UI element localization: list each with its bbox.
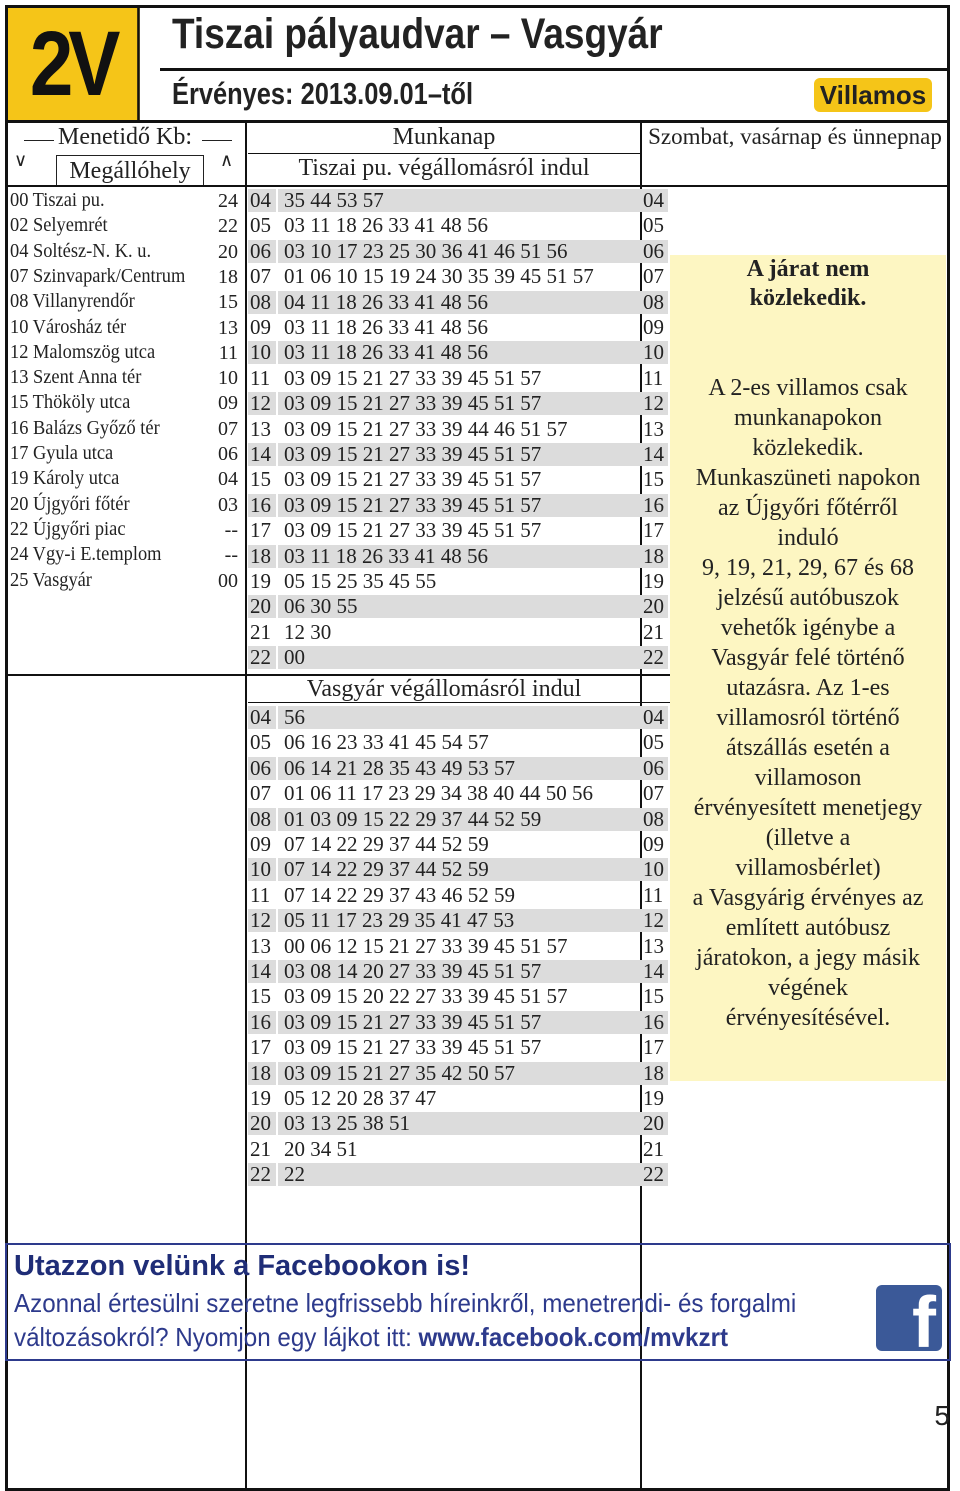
weekend-hour-cell: 04 [641, 189, 668, 212]
stop-name: 19 Károly utca [10, 467, 120, 490]
weekend-hour-cell: 08 [641, 808, 668, 831]
note-line: közlekedik. [752, 435, 864, 461]
weekend-hour-cell: 09 [643, 832, 664, 856]
stop-name: 12 Malomszög utca [10, 340, 156, 363]
minutes-cell: 07 14 22 29 37 44 52 59 [284, 832, 489, 856]
timetable-row [248, 646, 668, 669]
stop-name: 24 Vgy-i E.templom [10, 543, 162, 566]
stop-name: 02 Selyemrét [10, 214, 108, 237]
timetable-row [248, 341, 668, 364]
facebook-link[interactable]: www.facebook.com/mvkzrt [418, 1322, 729, 1352]
hour-cell: 06 [248, 240, 276, 263]
minutes-cell: 03 09 15 21 27 33 39 45 51 57 [284, 518, 542, 543]
minutes-cell: 06 14 21 28 35 43 49 53 57 [278, 757, 666, 780]
timetable-row [248, 595, 668, 618]
hour-cell: 04 [248, 706, 276, 729]
hour-cell: 19 [250, 1086, 271, 1110]
minutes-cell: 03 09 15 21 27 33 39 45 51 57 [284, 365, 542, 390]
note-line: (illetve a [765, 825, 851, 851]
timetable-row [248, 545, 668, 568]
weekend-hour-cell: 20 [641, 1112, 668, 1135]
hour-cell: 22 [248, 646, 276, 669]
hour-cell: 06 [248, 757, 276, 780]
hour-cell: 22 [248, 1163, 276, 1186]
note-line: vehetők igénybe a [720, 615, 896, 641]
hour-cell: 09 [250, 832, 271, 856]
hour-cell: 12 [248, 909, 276, 932]
minutes-cell: 22 [278, 1163, 666, 1186]
weekend-hour-cell: 22 [641, 1163, 668, 1186]
timetable-row [248, 189, 668, 212]
section2-header: Vasgyár végállomásról indul [306, 676, 582, 702]
note-line: villamosbérlet) [735, 855, 881, 881]
weekend-hour-cell: 08 [641, 291, 668, 314]
timetable-row [248, 706, 668, 729]
stop-travel-minutes: 24 [218, 190, 238, 212]
facebook-icon[interactable]: f [876, 1285, 942, 1351]
minutes-cell: 03 11 18 26 33 41 48 56 [278, 341, 666, 364]
timetable-row [248, 1087, 668, 1110]
hour-cell: 05 [250, 730, 271, 755]
hour-cell: 08 [248, 291, 276, 314]
stop-travel-minutes: 18 [218, 265, 238, 288]
minutes-cell: 03 11 18 26 33 41 48 56 [284, 213, 488, 238]
timetable-row [248, 392, 668, 415]
hour-cell: 07 [250, 264, 271, 289]
minutes-cell: 03 11 18 26 33 41 48 56 [284, 315, 488, 339]
timetable-row [248, 884, 668, 907]
timetable-row [248, 1036, 668, 1059]
weekend-hour-cell: 16 [641, 494, 668, 517]
minutes-cell: 05 15 25 35 45 55 [284, 569, 437, 593]
hour-cell: 13 [250, 416, 271, 441]
header-underline [248, 153, 640, 154]
stop-travel-minutes: 06 [218, 443, 238, 465]
note-line: A 2-es villamos csak [708, 375, 908, 401]
weekend-hour-cell: 07 [643, 781, 664, 806]
stop-travel-minutes: 00 [218, 569, 238, 592]
stop-name: 07 Szinvapark/Centrum [10, 264, 186, 287]
table-top-rule [8, 185, 948, 187]
minutes-cell: 05 11 17 23 29 35 41 47 53 [278, 909, 666, 932]
weekend-hour-cell: 12 [641, 392, 668, 415]
weekday-direction-header: Tiszai pu. végállomásról indul [298, 155, 590, 181]
minutes-cell: 01 06 10 15 19 24 30 35 39 45 51 57 [284, 264, 594, 289]
weekend-hour-cell: 16 [641, 1011, 668, 1034]
minutes-cell: 01 03 09 15 22 29 37 44 52 59 [278, 808, 666, 831]
timetable-row [248, 757, 668, 780]
weekend-hour-cell: 11 [643, 365, 664, 390]
stop-travel-minutes: 04 [218, 468, 238, 491]
stop-name: 20 Újgyőri főtér [10, 492, 130, 515]
timetable-row [248, 418, 668, 441]
timetable-row [248, 833, 668, 856]
stop-travel-minutes: 09 [218, 392, 238, 415]
weekend-hour-cell: 20 [641, 595, 668, 618]
weekend-hour-cell: 13 [643, 416, 664, 441]
minutes-cell: 00 [278, 646, 666, 669]
weekend-hour-cell: 06 [641, 240, 668, 263]
timetable-row [248, 1112, 668, 1135]
stop-name: 10 Városház tér [10, 315, 127, 338]
weekend-hour-cell: 15 [643, 467, 664, 492]
minutes-cell: 03 09 15 21 27 33 39 45 51 57 [284, 1035, 542, 1060]
route-number-badge: 2V [8, 8, 140, 120]
note-line: említett autóbusz [725, 915, 891, 941]
note-line: végének [768, 975, 848, 1001]
stop-travel-minutes: 11 [218, 341, 238, 364]
timetable-row [248, 858, 668, 881]
timetable-row [248, 1138, 668, 1161]
stop-name: 15 Thököly utca [10, 391, 131, 414]
validity-date: Érvényes: 2013.09.01–től [172, 76, 474, 111]
hour-cell: 20 [248, 595, 276, 618]
timetable-row [248, 367, 668, 390]
stop-name: 25 Vasgyár [10, 568, 92, 591]
timetable-row [248, 265, 668, 288]
minutes-cell: 03 11 18 26 33 41 48 56 [278, 545, 666, 568]
stop-name: 13 Szent Anna tér [10, 366, 142, 389]
weekend-hour-cell: 10 [641, 858, 668, 881]
timetable-row [248, 316, 668, 339]
weekend-hour-cell: 04 [641, 706, 668, 729]
hour-cell: 09 [250, 315, 271, 339]
minutes-cell: 03 09 15 21 27 33 39 45 51 57 [284, 467, 542, 492]
minutes-cell: 03 09 15 21 27 33 39 45 51 57 [278, 1011, 666, 1034]
facebook-promo-text: Azonnal értesülni szeretne legfrissebb híreinkről, menetrendi- és forgalmi [14, 1288, 797, 1318]
timetable-row [248, 443, 668, 466]
weekend-hour-cell: 13 [643, 933, 664, 958]
hour-cell: 11 [250, 365, 271, 390]
minutes-cell: 03 09 15 21 27 33 39 45 51 57 [278, 494, 666, 517]
timetable-row [248, 909, 668, 932]
timetable-row [248, 214, 668, 237]
hour-cell: 18 [248, 1062, 276, 1085]
weekend-hour-cell: 09 [643, 315, 664, 339]
weekend-hour-cell: 21 [643, 619, 664, 644]
minutes-cell: 05 12 20 28 37 47 [284, 1086, 437, 1110]
weekend-hour-cell: 12 [641, 909, 668, 932]
hour-cell: 15 [250, 984, 271, 1009]
minutes-cell: 04 11 18 26 33 41 48 56 [278, 291, 666, 314]
stop-travel-minutes: -- [224, 518, 238, 541]
minutes-cell: 03 09 15 21 27 33 39 45 51 57 [278, 392, 666, 415]
weekend-hour-cell: 14 [641, 443, 668, 466]
minutes-cell: 06 30 55 [278, 595, 666, 618]
hour-cell: 21 [250, 1136, 271, 1161]
stop-travel-minutes: 03 [218, 493, 238, 516]
title-divider [160, 68, 948, 71]
minutes-cell: 35 44 53 57 [278, 189, 666, 212]
arrow-down-icon: ∨ [14, 150, 28, 170]
hour-cell: 10 [248, 858, 276, 881]
arrow-up-icon: ∧ [220, 150, 234, 170]
stop-travel-minutes: 20 [218, 240, 238, 263]
minutes-cell: 20 34 51 [284, 1136, 358, 1161]
timetable-row [248, 468, 668, 491]
hour-cell: 07 [250, 781, 271, 806]
minutes-cell: 03 08 14 20 27 33 39 45 51 57 [278, 960, 666, 983]
stop-travel-minutes: -- [224, 544, 238, 567]
header-divider [8, 120, 948, 123]
vehicle-type-badge: Villamos [814, 78, 932, 112]
weekend-hour-cell: 15 [643, 984, 664, 1009]
minutes-cell: 03 09 15 21 27 33 39 45 51 57 [278, 443, 666, 466]
hour-cell: 17 [250, 1035, 271, 1060]
hour-cell: 10 [248, 341, 276, 364]
note-line: járatokon, a jegy másik [696, 945, 920, 971]
timetable-row [248, 1062, 668, 1085]
minutes-cell: 03 13 25 38 51 [278, 1112, 666, 1135]
timetable-row [248, 519, 668, 542]
facebook-promo-text-2: változásokról? Nyomjon egy lájkot itt: www.facebook.com/mvkzrt [14, 1322, 729, 1352]
minutes-cell: 03 09 15 21 27 33 39 44 46 51 57 [284, 416, 568, 441]
hour-cell: 14 [248, 960, 276, 983]
minutes-cell: 12 30 [284, 619, 332, 644]
hour-cell: 08 [248, 808, 276, 831]
timetable-row [248, 985, 668, 1008]
stop-travel-minutes: 13 [218, 316, 238, 339]
travel-time-label: Menetidő Kb: [58, 124, 192, 150]
minutes-cell: 03 09 15 21 27 35 42 50 57 [278, 1062, 666, 1085]
minutes-cell: 03 10 17 23 25 30 36 41 46 51 56 [278, 240, 666, 263]
timetable-row [248, 570, 668, 593]
hour-cell: 13 [250, 933, 271, 958]
hour-cell: 15 [250, 467, 271, 492]
minutes-cell: 06 16 23 33 41 45 54 57 [284, 730, 489, 755]
facebook-promo-title: Utazzon velünk a Facebookon is! [14, 1250, 471, 1282]
hour-cell: 18 [248, 545, 276, 568]
stop-name: 08 Villanyrendőr [10, 290, 135, 313]
bracket-line-right [202, 140, 232, 141]
hour-cell: 04 [248, 189, 276, 212]
note-line: érvényesítésével. [725, 1005, 891, 1031]
holiday-info-text [670, 373, 946, 1033]
bracket-line-left [24, 140, 54, 141]
stop-column-label: Megállóhely [56, 155, 204, 187]
weekend-hour-cell: 21 [643, 1136, 664, 1161]
weekend-hour-cell: 14 [641, 960, 668, 983]
weekend-hour-cell: 05 [643, 213, 664, 238]
weekday-header: Munkanap [392, 124, 496, 150]
stop-name: 16 Balázs Győző tér [10, 416, 160, 439]
timetable-row [248, 621, 668, 644]
hour-cell: 12 [248, 392, 276, 415]
weekend-hour-cell: 07 [643, 264, 664, 289]
note-line: Munkaszüneti napokon [695, 465, 921, 491]
hour-cell: 19 [250, 569, 271, 593]
timetable-row [248, 731, 668, 754]
note-line: a Vasgyárig érvényes az [692, 885, 924, 911]
stop-name: 00 Tiszai pu. [10, 189, 105, 211]
minutes-cell: 01 06 11 17 23 29 34 38 40 44 50 56 [284, 781, 593, 806]
stop-name: 04 Soltész-N. K. u. [10, 239, 152, 262]
note-line: munkanapokon [734, 405, 882, 431]
minutes-cell: 00 06 12 15 21 27 33 39 45 51 57 [284, 933, 568, 958]
minutes-cell: 03 09 15 20 22 27 33 39 45 51 57 [284, 984, 568, 1009]
note-line: induló [777, 525, 839, 551]
hour-cell: 17 [250, 518, 271, 543]
timetable-row [248, 240, 668, 263]
stop-name: 17 Gyula utca [10, 442, 114, 464]
timetable-row [248, 1163, 668, 1186]
route-title: Tiszai pályaudvar – Vasgyár [172, 10, 663, 58]
no-service-notice: A járat nem közlekedik. [746, 256, 870, 311]
note-line: az Újgyőri főtérről [718, 495, 898, 521]
hour-cell: 14 [248, 443, 276, 466]
note-line: Vasgyár felé történő [711, 645, 905, 671]
minutes-cell: 07 14 22 29 37 43 46 52 59 [284, 882, 515, 907]
weekend-hour-cell: 11 [643, 882, 664, 907]
weekend-hour-cell: 19 [643, 1086, 664, 1110]
stop-name: 22 Újgyőri piac [10, 517, 126, 540]
page-number: 5 [934, 1400, 950, 1431]
stop-travel-minutes: 15 [218, 291, 238, 314]
timetable-row [248, 291, 668, 314]
weekend-hour-cell: 06 [641, 757, 668, 780]
weekend-header: Szombat, vasárnap és ünnepnap [648, 124, 942, 149]
note-line: villamoson [754, 765, 862, 791]
note-line: villamosról történő [716, 705, 900, 731]
timetable-row [248, 782, 668, 805]
weekend-hour-cell: 17 [643, 518, 664, 543]
timetable-row [248, 960, 668, 983]
hour-cell: 11 [250, 882, 271, 907]
timetable-row [248, 935, 668, 958]
timetable-row [248, 808, 668, 831]
stop-travel-minutes: 07 [218, 417, 238, 440]
note-line: jelzésű autóbuszok [717, 585, 899, 611]
hour-cell: 16 [248, 494, 276, 517]
hour-cell: 21 [250, 619, 271, 644]
stop-travel-minutes: 22 [218, 215, 238, 238]
minutes-cell: 56 [278, 706, 666, 729]
weekend-hour-cell: 22 [641, 646, 668, 669]
weekend-hour-cell: 10 [641, 341, 668, 364]
hour-cell: 20 [248, 1112, 276, 1135]
weekend-hour-cell: 17 [643, 1035, 664, 1060]
note-line: utazásra. Az 1-es [726, 675, 890, 701]
note-line: átszállás esetén a [726, 735, 890, 761]
minutes-cell: 07 14 22 29 37 44 52 59 [278, 858, 666, 881]
weekend-hour-cell: 18 [641, 545, 668, 568]
weekend-hour-cell: 18 [641, 1062, 668, 1085]
timetable-row [248, 494, 668, 517]
note-line: érvényesített menetjegy [693, 795, 923, 821]
note-line: 9, 19, 21, 29, 67 és 68 [702, 555, 914, 581]
hour-cell: 05 [250, 213, 271, 238]
timetable-row [248, 1011, 668, 1034]
weekend-hour-cell: 19 [643, 569, 664, 593]
weekend-hour-cell: 05 [643, 730, 664, 755]
stop-travel-minutes: 10 [218, 367, 238, 390]
hour-cell: 16 [248, 1011, 276, 1034]
